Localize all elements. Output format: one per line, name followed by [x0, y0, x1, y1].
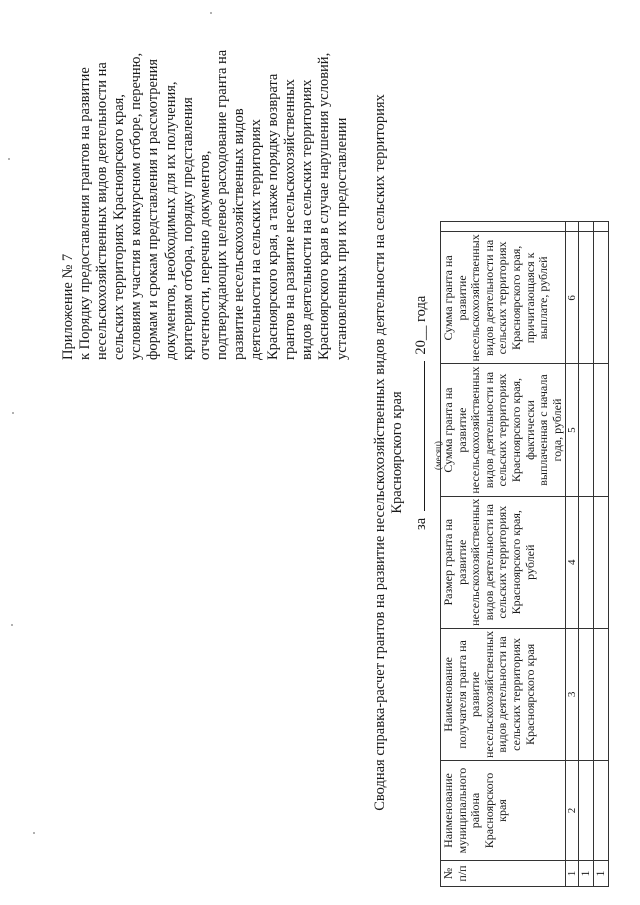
column-number: 1 — [566, 861, 579, 887]
appendix-line: Красноярского края, а также порядку возврата — [265, 73, 282, 360]
table-cell — [579, 222, 594, 232]
table-row — [593, 222, 608, 887]
scan-speck — [210, 12, 212, 14]
column-number: 6 — [566, 232, 579, 364]
document-title: Сводная справка-расчет грантов на развитие несельскохозяйственных видов деятельности на сельских территориях — [372, 94, 388, 811]
appendix-line: сельских территориях Красноярского края, — [111, 94, 128, 360]
header-cell-number: № п/п — [441, 861, 566, 887]
table-cell — [593, 761, 608, 861]
scan-speck — [8, 158, 10, 160]
period-prefix: за — [413, 517, 429, 530]
scan-speck — [12, 412, 14, 414]
table-cell — [593, 628, 608, 760]
appendix-block — [60, 15, 351, 360]
grant-table — [440, 221, 609, 887]
table-row — [579, 222, 594, 887]
appendix-line: критериям отбора, порядку представления — [179, 97, 196, 360]
appendix-line: Красноярского края в случае нарушения условий, — [316, 52, 333, 360]
reporting-period: за 20__ года (месяц) — [412, 230, 430, 530]
year-prefix: 20 — [413, 340, 429, 355]
appendix-line: Приложение № 7 — [60, 253, 76, 360]
appendix-line: отчетности, перечню документов, — [196, 150, 213, 360]
appendix-line: несельскохозяйственных видов деятельности на — [94, 62, 111, 360]
appendix-line: документов, необходимых для их получения, — [162, 81, 179, 360]
appendix-line: установленных при их предоставлении — [333, 117, 350, 360]
appendix-line: деятельности на сельских территориях — [248, 119, 265, 360]
appendix-line: развитие несельскохозяйственных видов — [230, 108, 247, 360]
table-cell — [579, 232, 594, 364]
header-cell-grant-size: Размер гранта на развитие несельскохозяйственных видов деятельности на сельских территориях Красноярского края, рублей — [441, 496, 566, 628]
month-blank-line — [412, 361, 425, 511]
scan-speck — [33, 832, 35, 834]
appendix-line: условиям участия в конкурсном отборе, перечню, — [128, 52, 145, 360]
table-header-row — [441, 222, 566, 887]
header-cell-paid-amount: Сумма гранта на развитие несельскохозяйственных видов деятельности на сельских территориях Красноярского края, фактически выплаченная с начала года, рублей — [441, 364, 566, 496]
table-cell — [593, 364, 608, 496]
column-number: 2 — [566, 761, 579, 861]
document-title-region: Красноярского края — [389, 391, 405, 514]
table-cell: 1 — [593, 861, 608, 887]
column-number: 4 — [566, 496, 579, 628]
column-number: 3 — [566, 628, 579, 760]
table-cell — [593, 222, 608, 232]
appendix-line: грантов на развитие несельскохозяйственных — [282, 79, 299, 360]
scan-speck — [11, 624, 13, 626]
table-cell — [579, 496, 594, 628]
appendix-line: подтверждающих целевое расходование гранта на — [213, 49, 230, 360]
month-caption: (месяц) — [433, 441, 443, 470]
appendix-line: видов деятельности на сельских территориях — [299, 79, 316, 360]
table-cell: 1 — [579, 861, 594, 887]
period-suffix: года — [413, 295, 429, 322]
table-cell — [593, 496, 608, 628]
table-cell — [593, 232, 608, 364]
header-cell-district: Наименование муниципального района Красноярского края — [441, 761, 566, 861]
table-cell — [579, 364, 594, 496]
header-cell-due-amount: Сумма гранта на развитие несельскохозяйственных видов деятельности на сельских территориях Красноярского края, причитающаяся к выплате, рублей — [441, 232, 566, 364]
header-cell-extra — [441, 222, 566, 232]
table-cell — [579, 628, 594, 760]
appendix-line: к Порядку предоставления грантов на развитие — [77, 67, 94, 360]
table-cell — [566, 222, 579, 232]
column-number: 5 — [566, 364, 579, 496]
column-number-row — [566, 222, 579, 887]
table-cell — [579, 761, 594, 861]
header-cell-recipient: Наименование получателя гранта на развитие несельскохозяйственных видов деятельности на сельских территориях Красноярского края — [441, 628, 566, 760]
appendix-line: формам и срокам представления и рассмотрения — [145, 58, 162, 360]
